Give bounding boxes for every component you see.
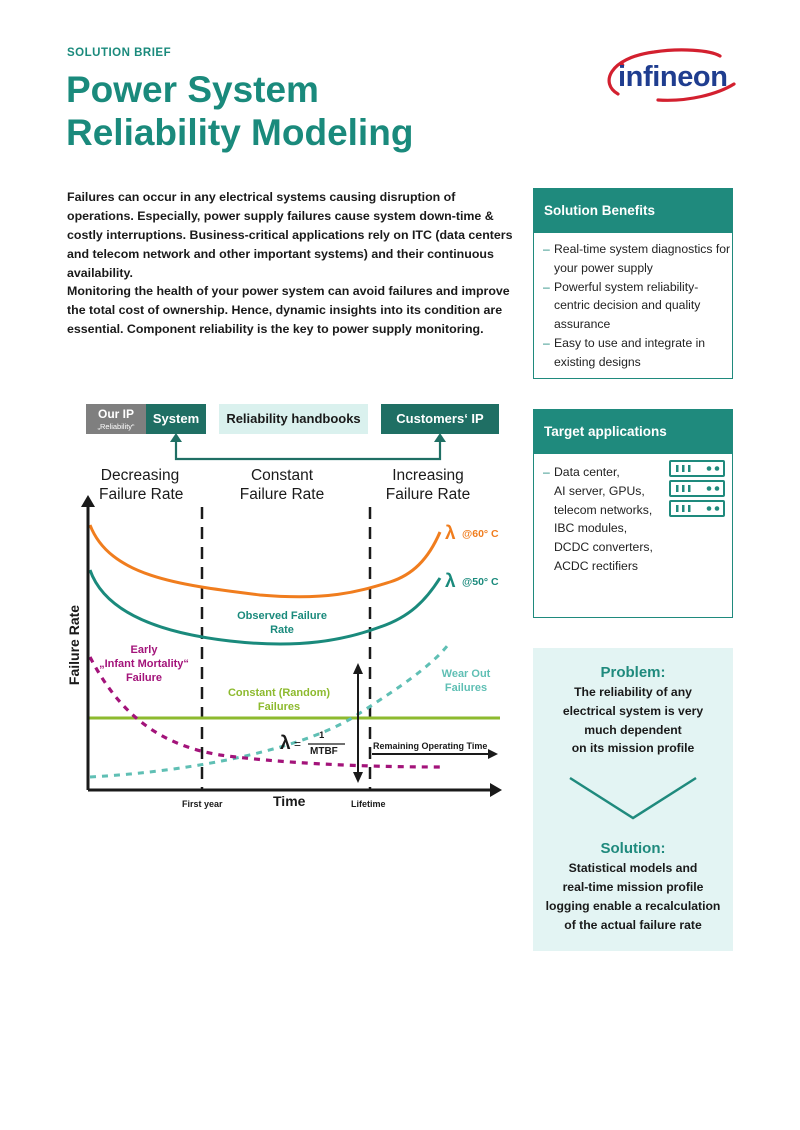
- target-item: DCDC converters,: [554, 540, 653, 555]
- failure-rate-60c-curve: [90, 525, 440, 597]
- infineon-logo: [598, 44, 738, 108]
- solution-line: logging enable a recalculation: [545, 898, 721, 913]
- lambda-50c-symbol: λ: [445, 571, 456, 592]
- phase-constant-label: [236, 466, 328, 504]
- x-axis-arrow: [490, 783, 502, 797]
- target-item: IBC modules,: [554, 521, 628, 536]
- y-axis-label: Failure Rate: [66, 604, 82, 686]
- phase-label-line: Failure Rate: [385, 486, 471, 503]
- solution-title: Solution:: [600, 840, 666, 858]
- server-rack-icon: [669, 460, 725, 518]
- page-title-line-2: Reliability Modeling: [66, 112, 414, 153]
- our-ip-label: Our IP: [97, 407, 134, 421]
- system-tab: System: [146, 404, 206, 434]
- connector-arrow-right: [434, 433, 446, 442]
- solution-line: real-time mission profile: [562, 879, 704, 894]
- page-title: [66, 68, 413, 154]
- label-line: Failures: [444, 682, 488, 694]
- label-line: Observed Failure: [237, 610, 327, 622]
- page-title-line-1: Power System: [66, 69, 319, 110]
- x-axis-label: Time: [273, 793, 306, 809]
- problem-title: Problem:: [600, 664, 666, 681]
- benefit-item: – Powerful system reliability-centric decision and quality assurance: [543, 278, 732, 334]
- phase-label-line: Decreasing: [100, 467, 180, 484]
- formula-numerator: 1: [319, 730, 325, 741]
- label-line: „Infant Mortality“: [99, 658, 189, 670]
- phase-decreasing-label: [99, 466, 184, 504]
- our-ip-sublabel: „Reliability“: [97, 422, 135, 431]
- phase-label-line: Increasing: [392, 467, 464, 484]
- label-line: Rate: [270, 624, 294, 636]
- chevron-down-icon: [568, 776, 698, 820]
- problem-solution-box: [533, 648, 733, 951]
- solution-benefits-box: [533, 188, 733, 379]
- x-tick-first-year: First year: [182, 799, 223, 809]
- observed-failure-rate-label: [228, 609, 336, 637]
- phase-increasing-label: [382, 466, 474, 504]
- benefit-item: – Real-time system diagnostics for your power supply: [543, 240, 732, 278]
- target-item: ACDC rectifiers: [554, 558, 638, 573]
- bathtub-curve-diagram: [60, 395, 520, 820]
- label-line: Failure: [125, 672, 163, 684]
- formula-lambda: λ: [280, 733, 291, 754]
- problem-line: electrical system is very: [562, 703, 704, 718]
- x-tick-lifetime: Lifetime: [351, 799, 386, 809]
- intro-paragraph-2: Monitoring the health of your power system can avoid failures and improve the total cost of ownership. Hence, dynamic insights into its condition are essential. Component reliability is the key to power supply monitoring.: [67, 284, 510, 336]
- reliability-handbooks-tab: Reliability handbooks: [219, 404, 368, 434]
- connector-arrow-left: [170, 433, 182, 442]
- target-item: telecom networks,: [554, 502, 653, 517]
- solution-benefits-list: [534, 233, 732, 372]
- lambda-60c-symbol: λ: [445, 523, 456, 544]
- problem-line: The reliability of any: [574, 685, 692, 699]
- customers-ip-tab: Customers‘ IP: [381, 404, 499, 434]
- temp-60c-label: @60° C: [462, 528, 499, 540]
- label-line: Wear Out: [441, 668, 491, 680]
- constant-random-label: [220, 686, 338, 714]
- label-line: Failures: [257, 701, 301, 713]
- temp-50c-label: @50° C: [462, 576, 499, 588]
- target-item: – Data center,: [543, 463, 732, 482]
- phase-label-line: Failure Rate: [99, 486, 184, 503]
- document-kicker: SOLUTION BRIEF: [67, 47, 172, 59]
- problem-line: on its mission profile: [571, 741, 695, 756]
- label-line: Constant (Random): [227, 687, 331, 699]
- phase-label-line: Constant: [250, 467, 314, 484]
- remaining-operating-time-label: Remaining Operating Time: [373, 741, 488, 751]
- phase-label-line: Failure Rate: [239, 486, 325, 503]
- solution-text: [533, 859, 733, 934]
- label-line: Early: [130, 644, 158, 656]
- benefit-item: – Easy to use and integrate in existing designs: [543, 334, 732, 372]
- y-axis-arrow: [81, 495, 95, 507]
- problem-line: much dependent: [584, 722, 682, 737]
- formula-denominator: MTBF: [310, 746, 338, 757]
- solution-line: Statistical models and: [568, 861, 698, 876]
- problem-text: [533, 683, 733, 758]
- connector-bracket: [176, 440, 440, 459]
- solution-line: of the actual failure rate: [564, 917, 702, 932]
- solution-benefits-title: Solution Benefits: [534, 189, 732, 233]
- target-item: AI server, GPUs,: [554, 483, 645, 498]
- intro-paragraph-1: Failures can occur in any electrical systems causing disruption of operations. Especially, power supply failures cause system down-time & costly interruptions. Business-critical applications rely on ITC (data centers and telecom network and other important systems) and their continuous availability.: [67, 190, 513, 280]
- wear-out-label: [436, 667, 496, 695]
- target-applications-title: Target applications: [534, 410, 732, 454]
- svg-text:infineon: infineon: [618, 61, 728, 93]
- infant-mortality-label: [88, 643, 200, 685]
- formula-equals: =: [294, 737, 302, 751]
